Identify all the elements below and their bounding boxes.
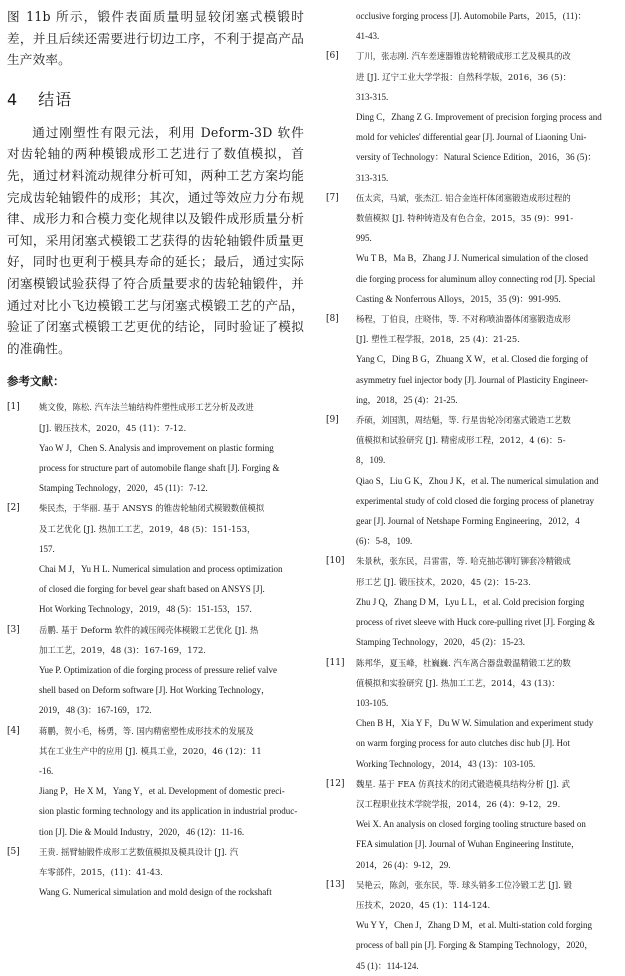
reference-line: 汉工程职业技术学院学报，2014，26 (4)：9-12，29. [356,798,561,809]
section-number: 4 [7,89,19,109]
reference-line: Qiao S，Liu G K，Zhou J K，et al. The numerical simulation and [356,475,599,486]
reference-line: 吴艳云，陈剑，张东民，等. 球头销多工位冷锻工艺 [J]. 锻 [356,879,572,890]
reference-line: 进 [J]. 辽宁工业大学学报：自然科学版，2016，36 (5)： [356,71,572,82]
reference-line: [J]. 塑性工程学报，2018，25 (4)：21-25. [356,334,520,345]
reference-line: Yao W J，Chen S. Analysis and improvement on plastic forming [39,442,274,453]
reference-line: experimental study of cold closed die forging process of planetray [356,495,595,506]
reference-line: 41-43. [356,31,380,42]
reference-line: sion plastic forming technology and its application in industrial produc- [39,806,298,817]
reference-line: occlusive forging process [J]. Automobile Parts，2015，(11)： [356,11,587,21]
reference-item [326,653,612,774]
reference-body [356,46,612,187]
reference-item [326,46,612,187]
reference-line: 乔硕，刘国凯，周结魁，等. 行星齿轮冷闭塞式锻造工艺数 [356,415,571,426]
reference-line: Yang C，Ding B G，Zhuang X W，et al. Closed die forging of [356,354,588,365]
reference-number: [9] [326,415,339,426]
reference-line: Wang G. Numerical simulation and mold design of the rockshaft [39,887,272,898]
reference-line: 值模拟和实验研究 [J]. 热加工工艺，2014，43 (13)： [356,677,560,688]
reference-line: Casting & Nonferrous Alloys，2015，35 (9)：991-995. [356,293,561,304]
reference-line: gear [J]. Journal of Netshape Forming Engineering，2012，4 [356,516,580,527]
conclusion-paragraph: 通过刚塑性有限元法，利用 Deform-3D 软件对齿轮轴的两种模锻成形工艺进行了数值模拟，首先，通过材料流动规律分析可知，两种工艺方案均能完成齿轮轴锻件的成形；其次，通过等效应力分布规律、成形力和合模力变化规律以及锻件成形质量分析可知，采用闭塞式模锻工艺获得的齿轮轴锻件质量更好，同时也更利于模具寿命的延长；最后，通过实际闭塞模锻试验获得了符合质量要求的齿轮轴锻件，并通过对比小飞边模锻工艺与闭塞式模锻工艺的产品，验证了闭塞式模锻工艺更优的结论，同时验证了模拟的准确性。 [7,124,304,356]
reference-body [356,188,612,309]
reference-item [326,410,612,551]
reference-line: process for structure part of automobile flange shaft [J]. Forging & [39,462,280,473]
reference-line: Chai M J，Yu H L. Numerical simulation and process optimization [39,563,283,574]
reference-line: 995. [356,233,372,244]
left-reference-list [7,397,304,902]
reference-number: [10] [326,556,345,567]
reference-line: -16. [39,765,54,776]
reference-line: 魏星. 基于 FEA 仿真技术的闭式锻造模具结构分析 [J]. 武 [356,778,570,789]
reference-item [7,842,304,903]
reference-line: die forging process for aluminum alloy connecting rod [J]. Special [356,273,596,284]
reference-line: 岳鹏. 基于 Deform 软件的减压阀壳体模锻工艺优化 [J]. 热 [39,624,259,635]
reference-body [39,620,304,721]
reference-line: ing，2018，25 (4)：21-25. [356,394,458,405]
reference-line: Jiang P，He X M，Yang Y，et al. Development of domestic preci- [39,786,285,797]
reference-line: mold for vehicles' differential gear [J]. Journal of Liaoning Uni- [356,132,587,143]
reference-line: Chen B H，Xia Y F，Du W W. Simulation and experiment study [356,718,594,729]
right-reference-list [326,46,612,975]
reference-number: [3] [7,624,20,635]
reference-line: 数值模拟 [J]. 特种铸造及有色合金，2015，35 (9)：991- [356,213,574,224]
reference-line: process of ball pin [J]. Forging & Stamping Technology，2020， [356,940,594,951]
reference-line: 8，109. [356,455,386,466]
reference-body [356,309,612,410]
reference-line: (6)：5-8，109. [356,536,413,547]
reference-body [356,653,612,774]
reference-line: [J]. 锻压技术，2020，45 (11)：7-12. [39,422,187,433]
reference-line: 伍太宾，马斌，张杰江. 铝合金连杆体闭塞锻造成形过程的 [356,192,571,203]
reference-number: [6] [326,51,339,62]
reference-body [356,551,612,652]
reference-line: 加工工艺，2019，48 (3)：167-169，172. [39,644,206,655]
reference-line: Yue P. Optimization of die forging process of pressure relief valve [39,664,278,675]
reference-line: 313-315. [356,91,389,102]
reference-line: 值模拟和试验研究 [J]. 精密成形工程，2012，4 (6)：5- [356,435,566,446]
reference-line: Zhu J Q，Zhang D M，Lyu L L，et al. Cold precision forging [356,596,585,607]
reference-item [7,721,304,842]
reference-item [7,498,304,619]
reference-line: Stamping Technology，2020，45 (2)：15-23. [356,637,525,648]
reference-line: 2014，26 (4)：9-12，29. [356,859,451,870]
reference-line: Stamping Technology，2020，45 (11)：7-12. [39,483,208,494]
reference-line: 姚文俊，陈松. 汽车法兰轴结构件塑性成形工艺分析及改进 [39,402,254,413]
reference-item [7,397,304,498]
reference-line: of closed die forging for bevel gear shaft based on ANSYS [J]. [39,584,265,595]
reference-line: 陈邦华，夏玉峰，杜巍巍. 汽车离合器盘毂温精锻工艺的数 [356,657,571,668]
reference-body [356,875,612,976]
reference-number: [4] [7,725,20,736]
reference-line: 杨程，丁伯良，庄晓伟，等. 不对称喷油器体闭塞锻造成形 [356,314,571,325]
reference-line: 157. [39,543,55,554]
reference-item [326,551,612,652]
reference-number: [1] [7,402,20,413]
reference-item [7,620,304,721]
reference-line: 朱景秋，张东民，吕雷雷，等. 哈克抽芯铆钉铆套冷精锻成 [356,556,571,567]
reference-continuation [326,6,612,46]
reference-body [39,397,304,498]
reference-number: [8] [326,314,339,325]
reference-line: 车零部件，2015，(11)：41-43. [39,866,163,877]
reference-line: FEA simulation [J]. Journal of Wuhan Engineering Institute， [356,839,580,850]
reference-line: 2019，48 (3)：167-169，172. [39,705,152,716]
reference-number: [5] [7,846,20,857]
reference-number: [11] [326,657,345,668]
reference-line: shell based on Deform software [J]. Hot Working Technology， [39,685,271,696]
reference-item [326,188,612,309]
reference-item [326,774,612,875]
reference-line: process of rivet sleeve with Huck core-pulling rivet [J]. Forging & [356,617,596,628]
reference-line: 蒋鹏，贺小毛，杨勇，等. 国内精密塑性成形技术的发展及 [39,725,254,736]
reference-line: 103-105. [356,697,389,708]
reference-number: [13] [326,879,345,890]
reference-body [356,6,612,46]
intro-paragraph: 图 11b 所示，锻件表面质量明显较闭塞式模锻时差，并且后续还需要进行切边工序，不利于提高产品生产效率。 [7,9,304,68]
reference-line: 其在工业生产中的应用 [J]. 模具工业，2020，46 (12)：11 [39,745,262,756]
reference-line: 45 (1)：114-124. [356,960,419,971]
references-title: 参考文献： [7,374,65,389]
reference-body [39,498,304,619]
reference-number: [2] [7,503,20,514]
right-column [326,6,612,976]
reference-line: 形工艺 [J]. 锻压技术，2020，45 (2)：15-23. [356,576,531,587]
reference-item [326,309,612,410]
reference-body [356,774,612,875]
reference-line: 313-315. [356,172,389,183]
reference-line: Working Technology，2014，43 (13)：103-105. [356,758,536,769]
reference-line: versity of Technology：Natural Science Edition，2016，36 (5)： [356,152,597,163]
reference-line: Hot Working Technology，2019，48 (5)：151-153，157. [39,604,252,615]
reference-line: 及工艺优化 [J]. 热加工工艺，2019，48 (5)：151-153， [39,523,256,534]
reference-body [39,721,304,842]
left-column [7,6,304,902]
reference-number: [7] [326,192,339,203]
reference-line: 柴民杰，于华丽. 基于 ANSYS 的锥齿轮轴闭式模锻数值模拟 [39,503,265,514]
reference-line: Ding C，Zhang Z G. Improvement of precision forging process and [356,112,602,123]
reference-line: tion [J]. Die & Mould Industry，2020，46 (12)：11-16. [39,826,245,837]
reference-body [39,842,304,903]
reference-line: 王贵. 摇臂轴锻件成形工艺数值模拟及模具设计 [J]. 汽 [39,846,239,857]
reference-line: Wu Y Y，Chen J，Zhang D M，et al. Multi-station cold forging [356,920,592,931]
reference-line: Wu T B，Ma B，Zhang J J. Numerical simulation of the closed [356,253,589,264]
section-title: 结语 [38,89,73,109]
reference-line: asymmetry fuel injector body [J]. Journal of Plasticity Engineer- [356,374,589,385]
reference-line: 丁川，张志刚. 汽车差速器锥齿轮精锻成形工艺及模具的改 [356,51,571,62]
reference-line: 压技术，2020，45 (1)：114-124. [356,899,491,910]
reference-number: [12] [326,778,345,789]
section-heading [7,87,304,110]
reference-item [326,875,612,976]
reference-line: on warm forging process for auto clutches disc hub [J]. Hot [356,738,571,749]
reference-body [356,410,612,551]
reference-line: Wei X. An analysis on closed forging tooling structure based on [356,819,586,830]
